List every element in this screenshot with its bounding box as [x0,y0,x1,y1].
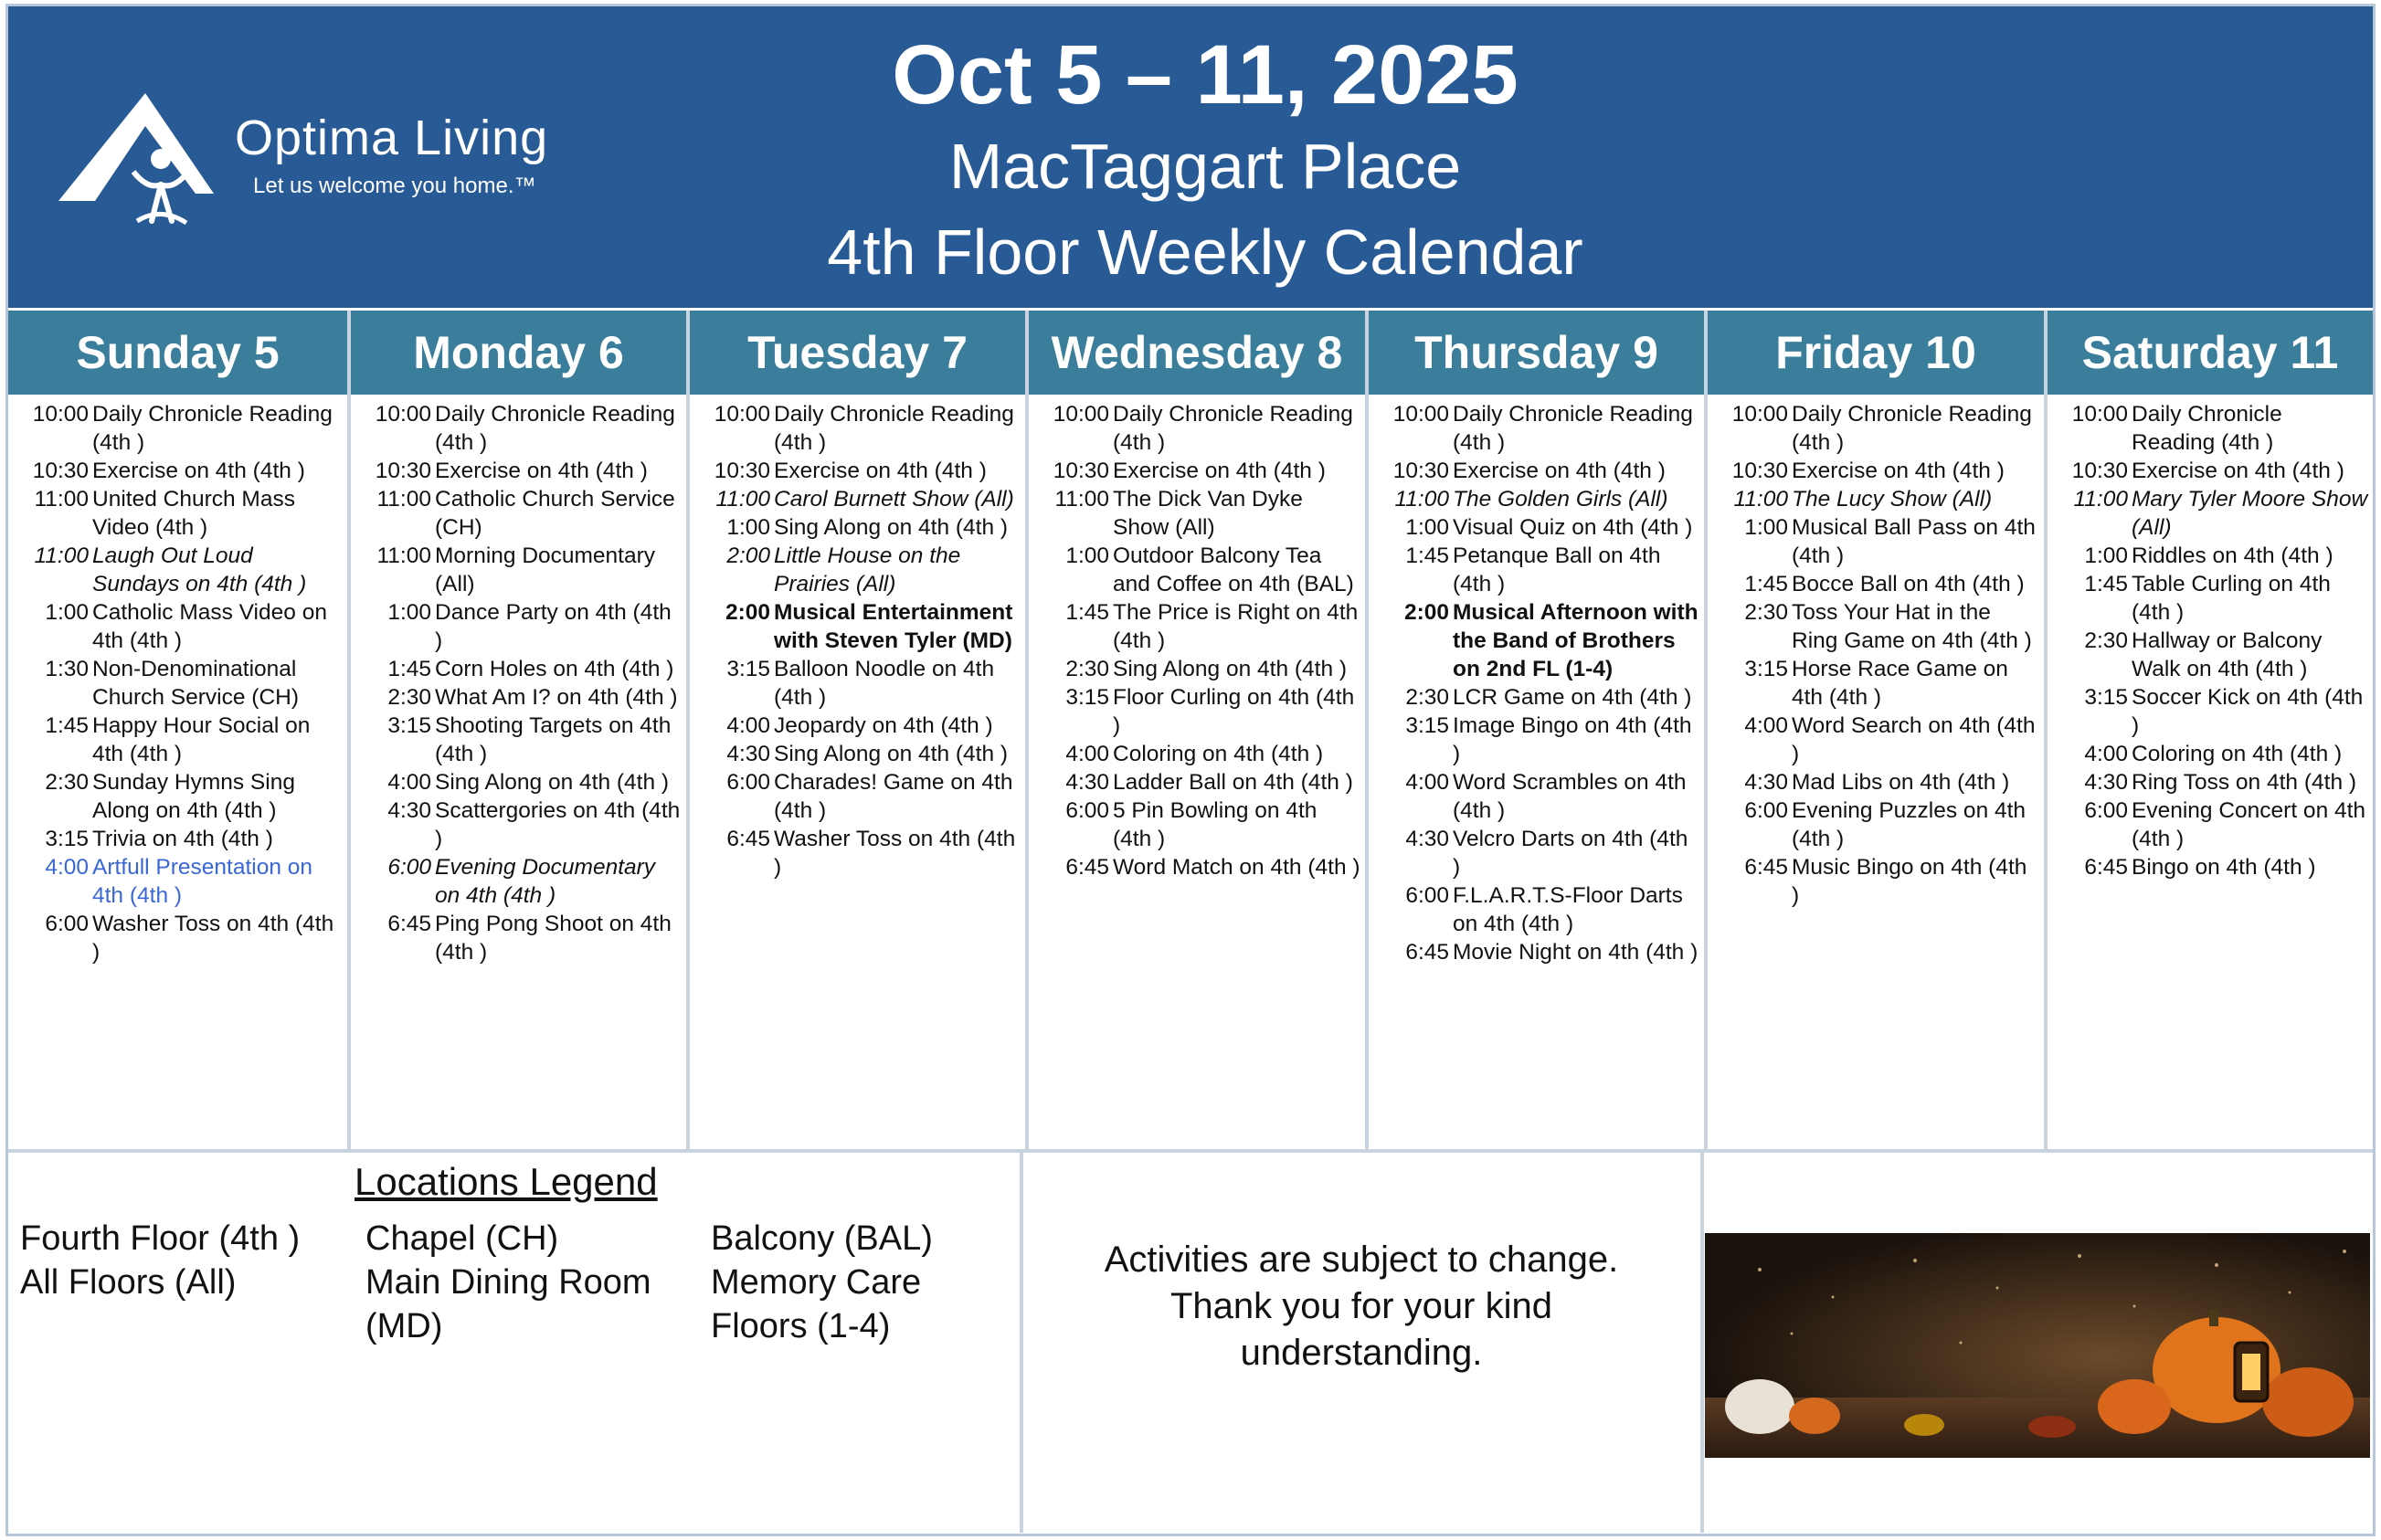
event-title: Soccer Kick on 4th (4th ) [2132,685,2364,738]
event-item [690,542,1025,598]
event-title: Hallway or Balcony Walk on 4th (4th ) [2132,628,2323,681]
event-title: Little House on the Prairies (All) [774,543,961,596]
event-title: Bingo on 4th (4th ) [2132,855,2316,880]
event-title: Daily Chronicle Reading (4th ) [774,402,1014,455]
event-title: Ping Pong Shoot on 4th (4th ) [435,912,672,965]
day-column [351,311,690,1149]
event-title: Musical Ball Pass on 4th (4th ) [1792,515,2036,568]
event-title: Carol Burnett Show (All) [774,487,1014,512]
event-time: 11:00 [715,487,770,512]
event-item [1029,598,1365,655]
day-column [690,311,1029,1149]
logo-name: Optima Living [235,111,549,165]
event-time: 11:00 [34,487,89,512]
event-title: Sing Along on 4th (4th ) [774,515,1009,540]
event-time: 2:00 [726,543,770,568]
event-item [8,825,347,853]
event-title: Washer Toss on 4th (4th ) [774,827,1016,880]
event-time: 10:00 [714,402,770,427]
event-time: 4:00 [726,713,770,738]
event-item [1029,400,1365,457]
event-time: 1:30 [45,657,89,681]
event-title: F.L.A.R.T.S-Floor Darts on 4th (4th ) [1453,883,1683,936]
event-title: Word Search on 4th (4th ) [1792,713,2036,766]
event-time: 1:00 [45,600,89,625]
day-header: Wednesday 8 [1029,311,1365,395]
event-time: 2:30 [2084,628,2128,653]
event-item [1029,796,1365,853]
event-time: 10:00 [1731,402,1788,427]
event-list [690,395,1025,881]
event-time: 1:00 [387,600,431,625]
event-time: 6:00 [1405,883,1449,908]
event-item [1029,485,1365,542]
event-title: Daily Chronicle Reading (4th ) [435,402,675,455]
event-title: The Lucy Show (All) [1792,487,1993,512]
event-title: Sing Along on 4th (4th ) [1113,657,1348,681]
event-time: 6:00 [1065,798,1109,823]
event-time: 10:00 [1053,402,1109,427]
event-time: 11:00 [1733,487,1788,512]
event-item [1029,853,1365,881]
event-time: 11:00 [2073,487,2128,512]
event-title: Movie Night on 4th (4th ) [1453,940,1698,965]
event-item [1369,768,1704,825]
event-time: 1:45 [1744,572,1788,596]
event-title: Evening Documentary on 4th (4th ) [435,855,656,908]
autumn-pumpkins-image [1705,1233,2370,1458]
event-title: The Golden Girls (All) [1453,487,1668,512]
event-item [1369,485,1704,513]
event-title: Laugh Out Loud Sundays on 4th (4th ) [92,543,307,596]
event-time: 6:45 [726,827,770,851]
event-time: 6:00 [387,855,431,880]
event-item [1369,938,1704,966]
event-time: 11:00 [376,487,431,512]
legend-item: Balcony (BAL) [711,1219,933,1258]
bottom-divider-right [1700,1153,1704,1533]
event-time: 6:45 [1405,940,1449,965]
event-title: Daily Chronicle Reading (4th ) [92,402,333,455]
event-item [8,485,347,542]
event-title: Shooting Targets on 4th (4th ) [435,713,672,766]
event-time: 2:30 [1065,657,1109,681]
event-time: 3:15 [387,713,431,738]
event-title: Balloon Noodle on 4th (4th ) [774,657,995,710]
event-time: 1:45 [2084,572,2128,596]
event-time: 1:45 [1065,600,1109,625]
event-time: 10:30 [32,459,89,483]
event-time: 1:00 [2084,543,2128,568]
event-title: Ladder Ball on 4th (4th ) [1113,770,1353,795]
event-list [2048,395,2373,881]
event-item [690,400,1025,457]
legend-column-2 [365,1217,651,1348]
event-item [1369,513,1704,542]
legend-item: Chapel (CH) [365,1219,559,1258]
event-time: 6:00 [1744,798,1788,823]
event-time: 4:00 [1065,742,1109,766]
event-title: Dance Party on 4th (4th ) [435,600,672,653]
event-time: 1:00 [1744,515,1788,540]
notice-line: Activities are subject to change. [1104,1239,1619,1280]
event-time: 3:15 [1405,713,1449,738]
event-time: 10:00 [32,402,89,427]
event-title: Petanque Ball on 4th (4th ) [1453,543,1661,596]
event-item [351,910,686,966]
event-time: 6:45 [2084,855,2128,880]
event-time: 10:30 [1053,459,1109,483]
event-item [1708,655,2044,712]
event-item [2048,740,2373,768]
event-time: 11:00 [34,543,89,568]
event-title: Visual Quiz on 4th (4th ) [1453,515,1693,540]
event-item [1369,542,1704,598]
location-name: MacTaggart Place [948,131,1462,202]
event-title: Musical Afternoon with the Band of Brothers on 2nd FL (1-4) [1453,600,1698,681]
event-item [1029,683,1365,740]
event-time: 4:00 [2084,742,2128,766]
event-title: Bocce Ball on 4th (4th ) [1792,572,2025,596]
event-title: Riddles on 4th (4th ) [2132,543,2333,568]
event-item [690,457,1025,485]
event-item [690,485,1025,513]
title-block [575,6,1836,295]
event-item [2048,542,2373,570]
event-title: Daily Chronicle Reading (4th ) [1453,402,1693,455]
event-time: 10:00 [2071,402,2128,427]
event-item [351,768,686,796]
event-item [351,400,686,457]
event-title: Scattergories on 4th (4th ) [435,798,681,851]
event-list [1708,395,2044,910]
day-column [8,311,351,1149]
event-title: What Am I? on 4th (4th ) [435,685,678,710]
bottom-divider [8,1149,2373,1153]
event-time: 11:00 [376,543,431,568]
day-column [1369,311,1708,1149]
calendar-date-range: Oct 5 – 11, 2025 [892,28,1519,121]
event-title: Mary Tyler Moore Show (All) [2132,487,2368,540]
event-time: 1:45 [387,657,431,681]
event-title: Toss Your Hat in the Ring Game on 4th (4th ) [1792,600,2032,653]
event-time: 3:15 [726,657,770,681]
legend-column-1 [20,1217,300,1304]
legend-item: Floors (1-4) [711,1307,891,1345]
event-title: Image Bingo on 4th (4th ) [1453,713,1692,766]
event-item [8,598,347,655]
event-title: Morning Documentary (All) [435,543,656,596]
event-item [8,853,347,910]
legend-item: All Floors (All) [20,1263,237,1302]
day-header: Thursday 9 [1369,311,1704,395]
event-time: 1:45 [1405,543,1449,568]
event-title: Mad Libs on 4th (4th ) [1792,770,2010,795]
event-time: 4:30 [2084,770,2128,795]
event-title: Sing Along on 4th (4th ) [435,770,670,795]
event-item [1029,457,1365,485]
week-grid [8,311,2373,1149]
event-title: Trivia on 4th (4th ) [92,827,273,851]
event-item [1708,853,2044,910]
event-title: The Dick Van Dyke Show (All) [1113,487,1303,540]
house-person-icon [58,93,223,230]
event-item [690,768,1025,825]
event-title: The Price is Right on 4th (4th ) [1113,600,1359,653]
event-time: 11:00 [1054,487,1109,512]
day-header: Friday 10 [1708,311,2044,395]
event-item [8,655,347,712]
event-item [1708,570,2044,598]
event-time: 10:30 [1392,459,1449,483]
event-item [1369,825,1704,881]
event-title: Musical Entertainment with Steven Tyler (MD) [774,600,1013,653]
event-title: Non-Denominational Church Service (CH) [92,657,299,710]
event-title: Corn Holes on 4th (4th ) [435,657,674,681]
calendar-header [8,6,2373,308]
change-notice [1032,1237,1690,1377]
event-title: LCR Game on 4th (4th ) [1453,685,1692,710]
event-item [1029,655,1365,683]
event-time: 2:30 [1744,600,1788,625]
event-item [2048,768,2373,796]
event-time: 6:00 [45,912,89,936]
event-title: Exercise on 4th (4th ) [2132,459,2344,483]
event-time: 6:45 [387,912,431,936]
event-item [351,796,686,853]
event-title: Catholic Mass Video on 4th (4th ) [92,600,327,653]
event-title: Exercise on 4th (4th ) [774,459,987,483]
event-title: Happy Hour Social on 4th (4th ) [92,713,311,766]
event-item [2048,796,2373,853]
event-time: 1:00 [726,515,770,540]
logo-tagline: Let us welcome you home.™ [253,174,536,198]
event-time: 2:30 [45,770,89,795]
event-title: Word Scrambles on 4th (4th ) [1453,770,1687,823]
event-time: 4:00 [1744,713,1788,738]
event-time: 3:15 [1065,685,1109,710]
event-item [1369,683,1704,712]
event-time: 4:30 [1065,770,1109,795]
event-title: Music Bingo on 4th (4th ) [1792,855,2027,908]
event-item [1369,400,1704,457]
event-item [351,485,686,542]
event-time: 4:00 [45,855,89,880]
event-item [351,457,686,485]
event-title: Coloring on 4th (4th ) [2132,742,2343,766]
day-header: Saturday 11 [2048,311,2373,395]
event-title: Evening Concert on 4th (4th ) [2132,798,2366,851]
event-title: Catholic Church Service (CH) [435,487,675,540]
event-title: Exercise on 4th (4th ) [1113,459,1326,483]
event-title: Artfull Presentation on 4th (4th ) [92,855,313,908]
event-item [8,542,347,598]
event-item [8,712,347,768]
event-time: 2:30 [1405,685,1449,710]
event-item [1708,598,2044,655]
event-title: Exercise on 4th (4th ) [435,459,648,483]
event-item [351,853,686,910]
event-title: Daily Chronicle Reading (4th ) [1113,402,1353,455]
event-item [2048,683,2373,740]
event-time: 1:00 [1405,515,1449,540]
event-time: 1:00 [1065,543,1109,568]
event-item [351,598,686,655]
event-item [1029,542,1365,598]
event-time: 4:00 [1405,770,1449,795]
event-title: Sunday Hymns Sing Along on 4th (4th ) [92,770,295,823]
notice-line: Thank you for your kind [1170,1286,1552,1326]
event-item [1369,881,1704,938]
event-time: 3:15 [45,827,89,851]
event-time: 4:00 [387,770,431,795]
day-column [2048,311,2373,1149]
event-title: Washer Toss on 4th (4th ) [92,912,334,965]
event-title: Jeopardy on 4th (4th ) [774,713,993,738]
event-time: 10:30 [714,459,770,483]
event-time: 3:15 [1744,657,1788,681]
event-title: Sing Along on 4th (4th ) [774,742,1009,766]
event-title: Floor Curling on 4th (4th ) [1113,685,1355,738]
event-item [690,712,1025,740]
legend-item: (MD) [365,1307,443,1345]
event-title: Coloring on 4th (4th ) [1113,742,1324,766]
legend-item: Fourth Floor (4th ) [20,1219,301,1258]
event-item [2048,457,2373,485]
event-title: Outdoor Balcony Tea and Coffee on 4th (BAL) [1113,543,1354,596]
legend-column-3 [711,1217,933,1348]
legend-item: Memory Care [711,1263,922,1302]
event-time: 10:30 [375,459,431,483]
event-item [1029,768,1365,796]
event-item [351,542,686,598]
event-item [2048,485,2373,542]
legend-item: Main Dining Room [365,1263,651,1302]
event-item [8,768,347,825]
event-title: Word Match on 4th (4th ) [1113,855,1360,880]
event-title: Daily Chronicle Reading (4th ) [2132,402,2282,455]
event-time: 1:45 [45,713,89,738]
notice-line: understanding. [1240,1333,1483,1373]
event-title: Table Curling on 4th (4th ) [2132,572,2331,625]
event-list [351,395,686,966]
day-column [1029,311,1369,1149]
event-time: 4:30 [1744,770,1788,795]
day-header: Sunday 5 [8,311,347,395]
event-item [1708,796,2044,853]
bottom-divider-left [1020,1153,1023,1533]
event-title: 5 Pin Bowling on 4th (4th ) [1113,798,1317,851]
event-item [1369,712,1704,768]
event-item [1708,768,2044,796]
event-time: 4:30 [387,798,431,823]
optima-living-logo [58,93,588,230]
event-title: Exercise on 4th (4th ) [92,459,305,483]
event-title: Ring Toss on 4th (4th ) [2132,770,2357,795]
event-item [1369,598,1704,683]
event-item [690,740,1025,768]
event-time: 11:00 [1394,487,1449,512]
day-header: Monday 6 [351,311,686,395]
event-item [351,655,686,683]
event-item [351,712,686,768]
event-title: Charades! Game on 4th (4th ) [774,770,1013,823]
event-time: 6:45 [1065,855,1109,880]
event-item [690,598,1025,655]
event-item [1708,485,2044,513]
event-time: 2:30 [387,685,431,710]
event-item [2048,627,2373,683]
event-item [690,825,1025,881]
event-item [351,683,686,712]
event-title: Exercise on 4th (4th ) [1453,459,1666,483]
event-time: 6:45 [1744,855,1788,880]
event-item [690,655,1025,712]
event-title: Velcro Darts on 4th (4th ) [1453,827,1688,880]
event-time: 2:00 [725,600,770,625]
event-title: Daily Chronicle Reading (4th ) [1792,402,2032,455]
event-item [1029,740,1365,768]
legend-title: Locations Legend [355,1160,658,1203]
event-list [1029,395,1365,881]
event-time: 10:00 [375,402,431,427]
event-time: 6:00 [2084,798,2128,823]
event-time: 6:00 [726,770,770,795]
event-time: 3:15 [2084,685,2128,710]
day-column [1708,311,2048,1149]
event-time: 4:30 [1405,827,1449,851]
event-title: Horse Race Game on 4th (4th ) [1792,657,2008,710]
event-item [8,457,347,485]
event-list [8,395,347,966]
event-title: Evening Puzzles on 4th (4th ) [1792,798,2026,851]
event-item [2048,853,2373,881]
event-item [1708,513,2044,570]
event-item [1708,400,2044,457]
event-time: 10:30 [2071,459,2128,483]
event-time: 10:30 [1731,459,1788,483]
event-item [2048,400,2373,457]
day-header: Tuesday 7 [690,311,1025,395]
event-item [690,513,1025,542]
event-item [1708,712,2044,768]
event-time: 4:30 [726,742,770,766]
event-title: Exercise on 4th (4th ) [1792,459,2005,483]
event-item [1369,457,1704,485]
event-item [2048,570,2373,627]
calendar-subtitle: 4th Floor Weekly Calendar [827,216,1583,288]
event-time: 2:00 [1403,600,1449,625]
event-list [1369,395,1704,966]
event-item [1708,457,2044,485]
event-item [8,910,347,966]
event-time: 10:00 [1392,402,1449,427]
event-item [8,400,347,457]
event-title: United Church Mass Video (4th ) [92,487,295,540]
